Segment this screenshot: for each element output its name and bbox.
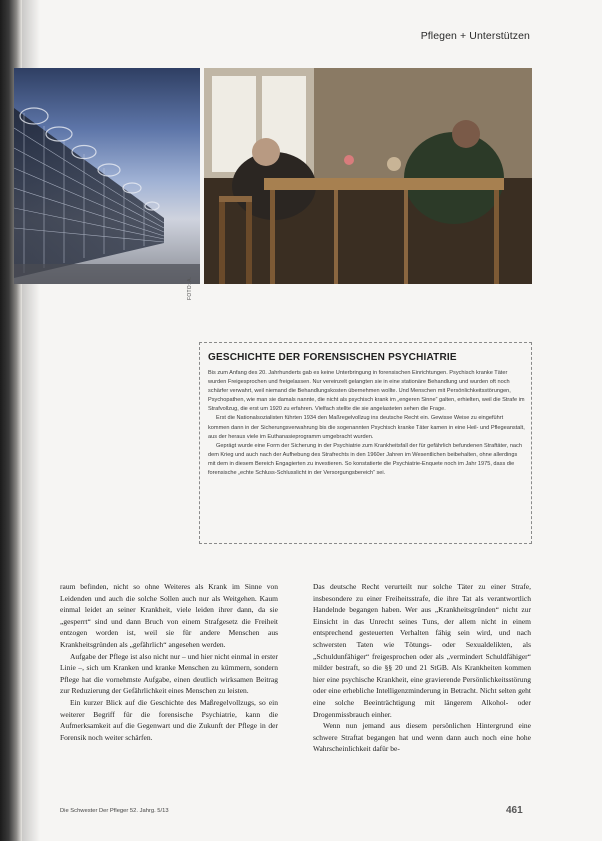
body-column-right <box>313 581 531 755</box>
page-number: 461 <box>506 805 523 816</box>
infobox-paragraph: Geprägt wurde eine Form der Sicherung in der Psychiatrie zum Krankheitsfall der für gefährlich befundenen Straftäter, nach dem Krieg und auch nach der Aufhebung des Strafrechts in den 1960er Jahren im Wesentlichen beibehalten, ohne allerdings mit dem in diesem Bereich Engagierten zu investieren. So konstatierte die Psychiatrie-Enquete noch im Jahr 1975, dass die forensische „echte Schluss-Schlusslicht in der Versorgungsbereich“ sei. <box>208 442 522 477</box>
body-column-left <box>60 581 278 743</box>
dining-room-illustration <box>204 68 532 284</box>
fence-photo <box>14 68 200 284</box>
infobox-text <box>208 369 526 478</box>
body-paragraph: Das deutsche Recht verurteilt nur solche Täter zu einer Strafe, insbesondere zu einer Freiheitsstrafe, die ihre Tat als verantwortlich Handelnde begangen haben. Wer aus „Krankheitsgründen“ nicht zur Einsicht in das Unrecht seines Tuns, der allem nicht in einem entsprechend gesteuerten Verhalten fähig sein wird, und nach schwersten Taten wie Tötungs- oder Sexualdelikten, als „Schuldunfähiger“ freigesprochen oder als „vermindert Schuldfähiger“ milder bestraft, so die §§ 20 und 21 StGB. Als Krankheiten kommen hier eine psychische Krankheit, eine gravierende Persönlichkeitsstörung oder eine erhebliche Intelligenzminderung in Betracht. Nicht selten geht eine solche Beeinträchtigung mit längerem Alkohol- oder Drogenmissbrauch einher. <box>313 582 531 719</box>
infobox-paragraph: Bis zum Anfang des 20. Jahrhunderts gab es keine Unterbringung in forensischen Einrichtungen. Psychisch kranke Täter wurden Freigesprochen und freigelassen. Nur vereinzelt gelangten sie in eine stationäre Behandlung und wurden oft noch schärfer verwahrt, weil niemand die Behandlungskosten übernehmen wollte. Und Menschen mit Persönlichkeitsstörungen, Psychopathen, wie man sie damals nannte, die nicht als psychisch krank im „engeren Sinne“ galten, erhielten, weil die Strafe im Strafvollzug, die erst um 1920 zu erfahren. Vielfach stellte die sie angelasteten sehen die Frage. <box>208 370 525 413</box>
photo-credit: FOTO: A. <box>187 276 193 300</box>
section-label: Pflegen + Unterstützen <box>420 30 530 42</box>
journal-footer: Die Schwester Der Pfleger 52. Jahrg. 5/13 <box>60 808 169 814</box>
infobox-title: GESCHICHTE DER FORENSISCHEN PSYCHIATRIE <box>208 352 457 363</box>
body-paragraph: Wenn nun jemand aus diesem persönlichen Hintergrund eine schwere Straftat begangen hat und wenn dann auch noch eine hohe Wahrscheinlichkeit dafür be- <box>313 721 531 754</box>
body-paragraph: Ein kurzer Blick auf die Geschichte des Maßregelvollzugs, so ein weiterer Begriff für die forensische Psychiatrie, kann die Aufmerksamkeit auf die Gegenwart und die Zukunft der Pflege in der Forensik noch weiter schärfen. <box>60 697 278 742</box>
body-paragraph: raum befinden, nicht so ohne Weiteres als Krank im Sinne von Leidenden und auch die solche Sollen auch nur als Weitgehen. Kaum einmal leidet an seiner Krankheit, viele leiden ihrer dann, da sie „gesperrt“ sind und dann Bruch von einem Strafgesetz die Freiheit entzogen worden ist, weil sie für andere Menschen aus Krankheitsgründen als „gefährlich“ angesehen werden. <box>60 582 278 649</box>
body-paragraph: Aufgabe der Pflege ist also nicht nur – und hier nicht einmal in erster Linie –, sich um Kranken und kranke Menschen zu kümmern, sondern Pflege hat die vornehmste Aufgabe, einen deutlich wirksamen Beitrag zur Reduzierung der Gefährlichkeit eines Menschen zu leisten. <box>60 651 278 696</box>
dining-room-photo <box>204 68 532 284</box>
fence-illustration <box>14 68 200 284</box>
infobox-paragraph: Erst die Nationalsozialisten führten 1934 den Maßregelvollzug ins deutsche Recht ein. Gewisse Weise zu eingeführt kommen dann in der Sicherungsverwahrung bis die sogenannten Psychisch kranke Täter kamen in eine Heil- und Pflegeanstalt, aus der heraus viele im Euthanasieprogramm umgebracht wurden. <box>208 415 525 440</box>
history-infobox <box>199 342 532 544</box>
